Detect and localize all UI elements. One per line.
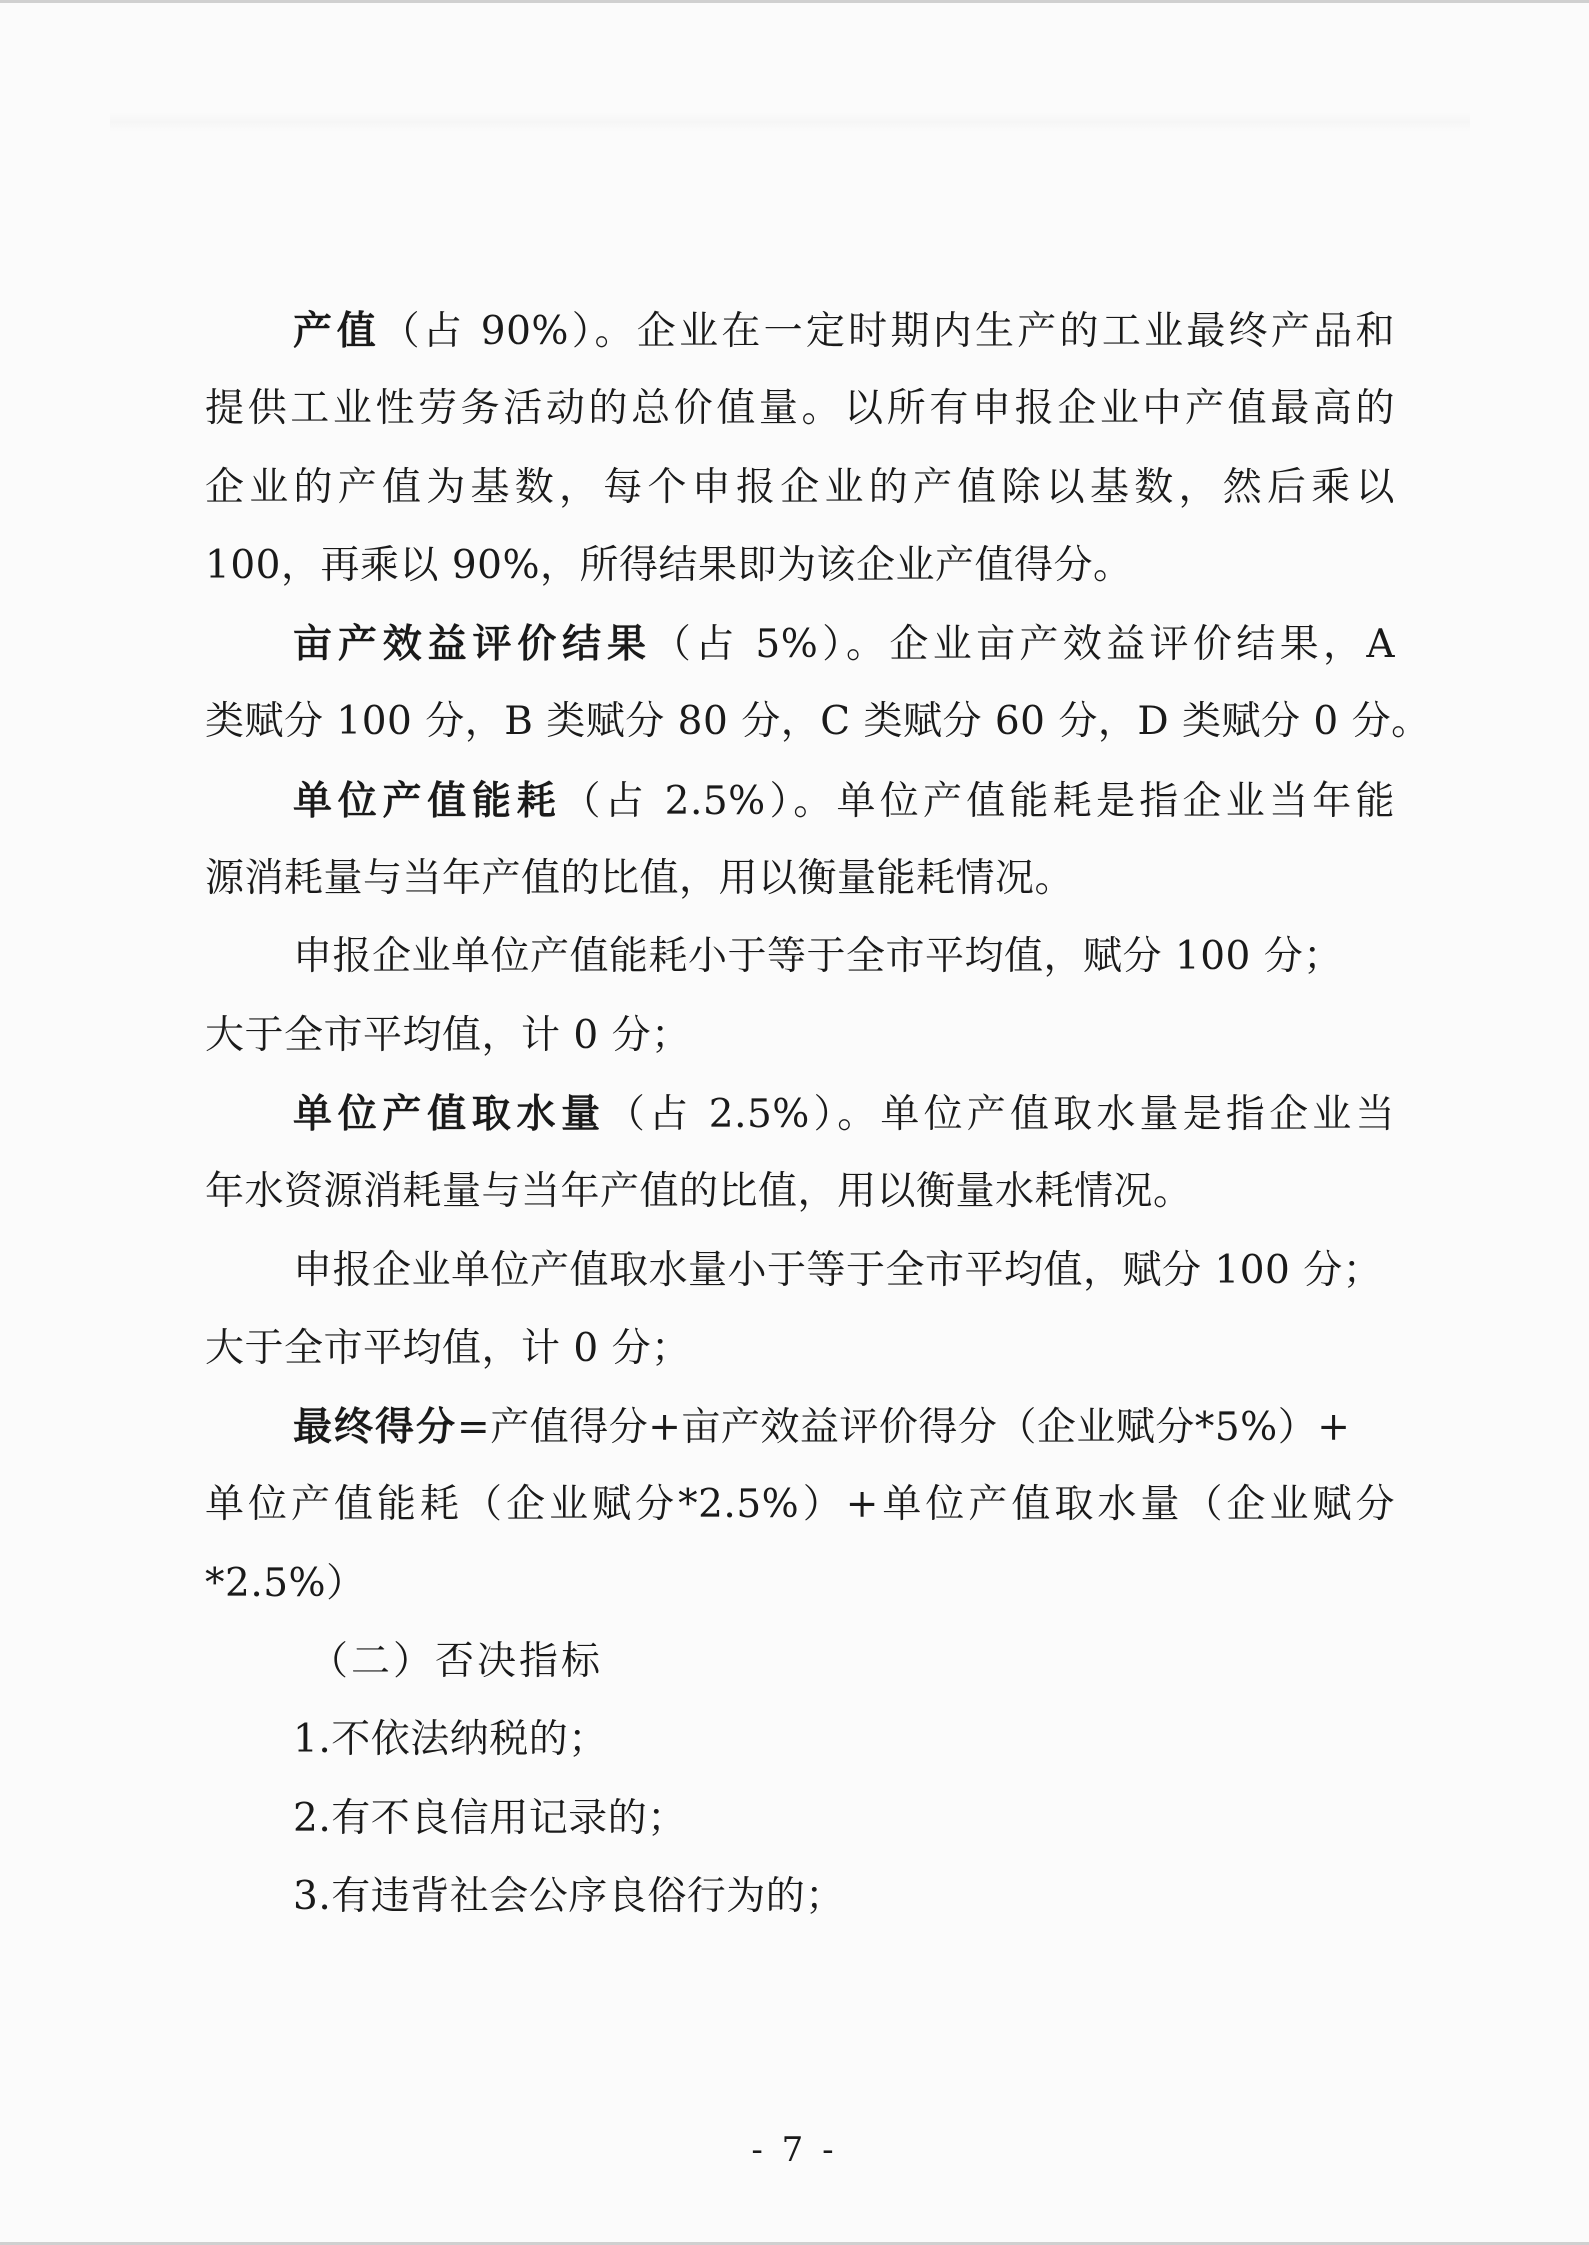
term-energy-consumption: 单位产值能耗 <box>293 777 562 824</box>
line-text: （占 2.5%）。单位产值能耗是指企业当年能 <box>561 778 1395 824</box>
paragraph-line <box>205 605 1395 683</box>
paragraph-line <box>205 762 1395 840</box>
section-heading: （二）否决指标 <box>309 1639 604 1685</box>
term-final-score: 最终得分 <box>293 1404 458 1451</box>
paragraph-line: 类赋分 100 分，B 类赋分 80 分，C 类赋分 60 分，D 类赋分 0 分。 <box>205 699 1431 745</box>
scan-edge-top <box>0 0 1589 3</box>
line-text: =产值得分+亩产效益评价得分（企业赋分*5%）+ <box>457 1405 1351 1451</box>
paragraph-line <box>205 1388 1395 1466</box>
paragraph-line: 大于全市平均值，计 0 分； <box>205 1012 691 1058</box>
paragraph-line: 提供工业性劳务活动的总价值量。以所有申报企业中产值最高的 <box>205 386 1395 432</box>
line-text: （占 5%）。企业亩产效益评价结果，A <box>651 622 1395 668</box>
line-text: （占 2.5%）。单位产值取水量是指企业当 <box>605 1091 1395 1137</box>
paragraph-line: 源消耗量与当年产值的比值，用以衡量能耗情况。 <box>205 856 1075 902</box>
list-item: 3.有违背社会公序良俗行为的； <box>293 1873 845 1919</box>
list-item: 2.有不良信用记录的； <box>293 1795 687 1841</box>
paragraph-line: 100，再乘以 90%，所得结果即为该企业产值得分。 <box>205 542 1133 588</box>
line-text: （占 90%）。企业在一定时期内生产的工业最终产品和 <box>380 309 1395 354</box>
term-water-consumption: 单位产值取水量 <box>293 1090 606 1137</box>
paragraph-line: 申报企业单位产值取水量小于等于全市平均值，赋分 100 分； <box>293 1247 1383 1293</box>
paragraph-line: 大于全市平均值，计 0 分； <box>205 1325 691 1371</box>
paragraph-line <box>205 292 1395 370</box>
paragraph-line: 申报企业单位产值能耗小于等于全市平均值，赋分 100 分； <box>293 934 1343 980</box>
paragraph-line <box>205 1075 1395 1153</box>
page-number: - 7 - <box>751 2130 838 2170</box>
list-item: 1.不依法纳税的； <box>293 1717 608 1763</box>
document-body <box>205 292 1431 1936</box>
term-output-value: 产值 <box>293 308 381 354</box>
term-efficiency-rating: 亩产效益评价结果 <box>293 621 652 668</box>
paragraph-line: *2.5%） <box>205 1560 366 1606</box>
paragraph-line: 单位产值能耗（企业赋分*2.5%）+单位产值取水量（企业赋分 <box>205 1482 1395 1528</box>
scan-smudge <box>110 112 1470 132</box>
paragraph-line: 年水资源消耗量与当年产值的比值，用以衡量水耗情况。 <box>205 1169 1193 1215</box>
paragraph-line: 企业的产值为基数，每个申报企业的产值除以基数，然后乘以 <box>205 464 1395 510</box>
